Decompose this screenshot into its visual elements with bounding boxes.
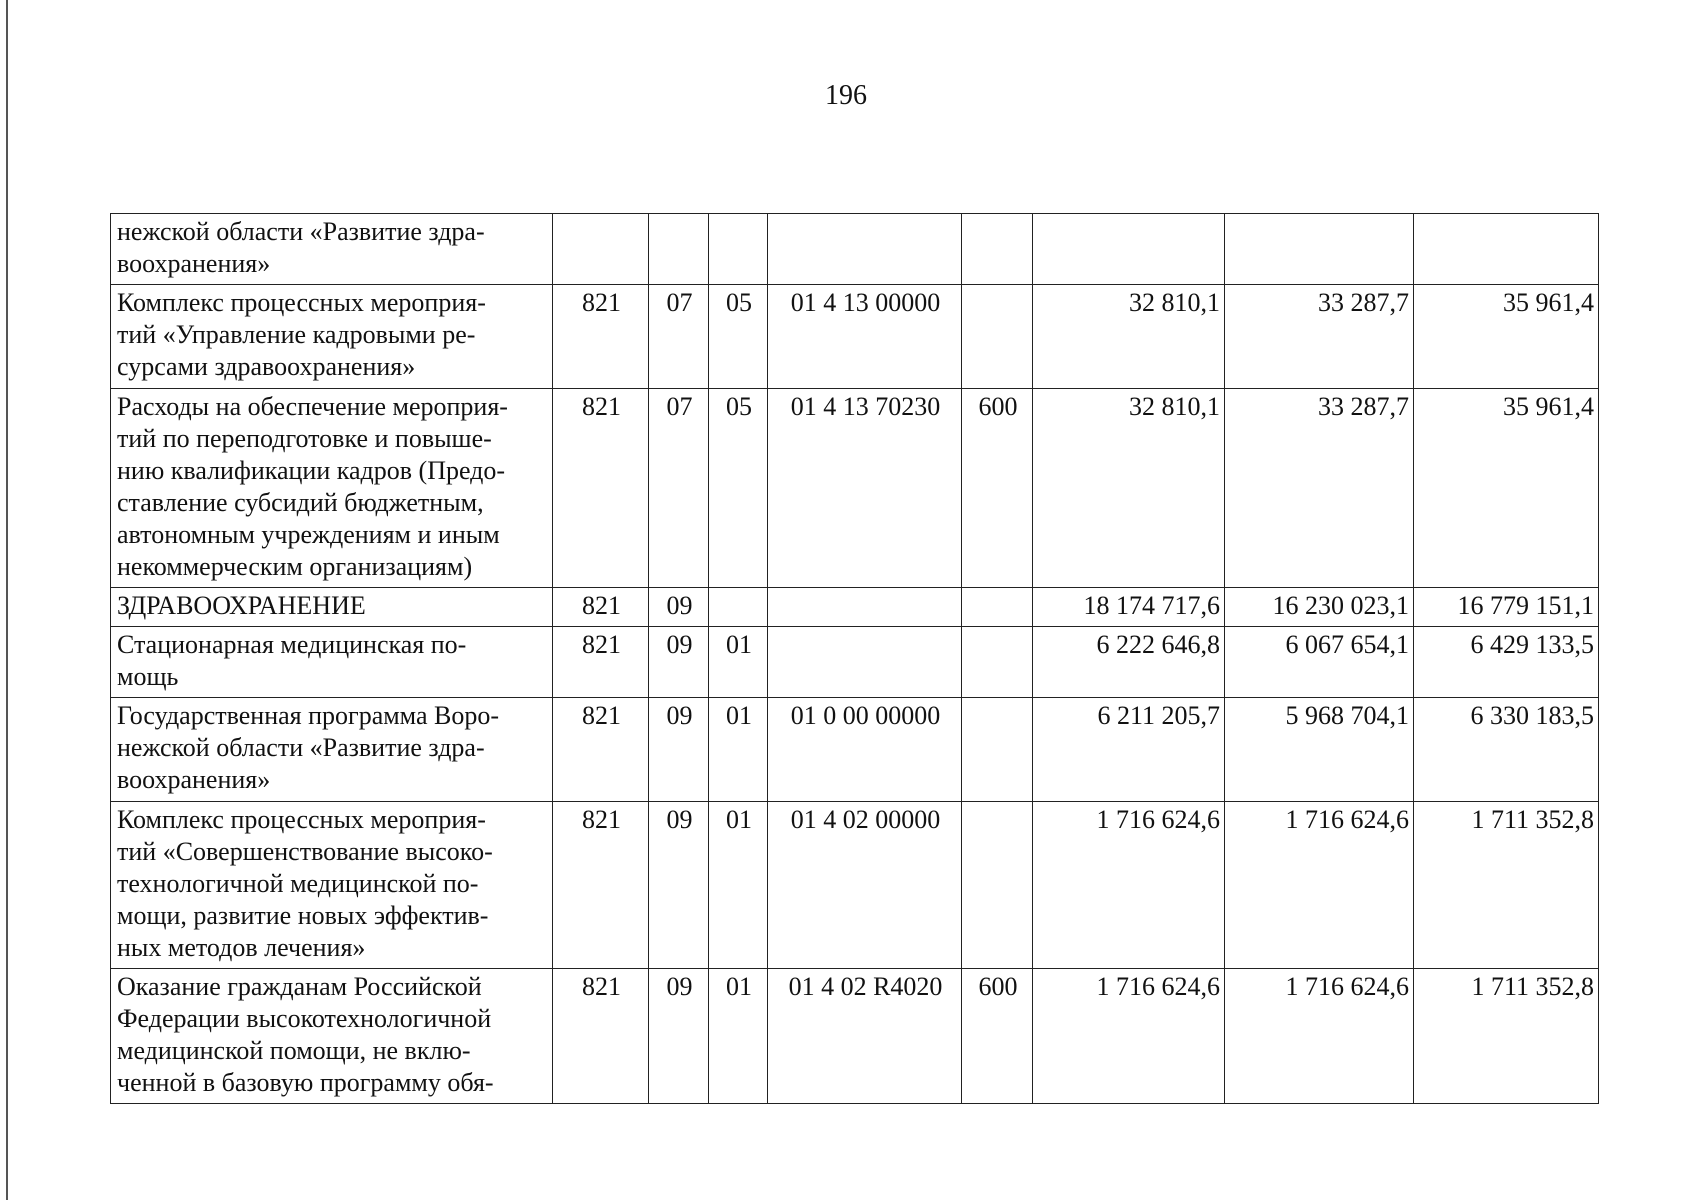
table-row — [111, 969, 1599, 1104]
cell-amount-year1: 18 174 717,6 — [1033, 588, 1225, 627]
item-name-line: ЗДРАВООХРАНЕНИЕ — [117, 591, 366, 620]
cell-subsection-code: 01 — [709, 969, 768, 1104]
cell-item-name — [111, 969, 553, 1104]
cell-ved-code: 821 — [553, 698, 649, 802]
item-name-line: Стационарная медицинская по- — [117, 630, 467, 659]
item-name-line: мощи, развитие новых эффектив- — [117, 901, 489, 930]
cell-subsection-code — [709, 588, 768, 627]
item-name-line: Федерации высокотехнологичной — [117, 1004, 492, 1033]
item-name-line: автономным учреждениям и иным — [117, 520, 500, 549]
cell-amount-year3: 35 961,4 — [1414, 285, 1599, 389]
table-body — [111, 214, 1599, 1104]
table-row — [111, 627, 1599, 698]
cell-amount-year1: 1 716 624,6 — [1033, 969, 1225, 1104]
item-name-line: сурсами здравоохранения» — [117, 352, 416, 381]
cell-amount-year2: 33 287,7 — [1225, 389, 1414, 588]
cell-amount-year1: 1 716 624,6 — [1033, 802, 1225, 969]
cell-amount-year2: 6 067 654,1 — [1225, 627, 1414, 698]
cell-amount-year1 — [1033, 214, 1225, 285]
cell-target-article — [768, 588, 962, 627]
cell-expense-type — [962, 698, 1033, 802]
item-name-line: нию квалификации кадров (Предо- — [117, 456, 506, 485]
cell-target-article: 01 4 02 R4020 — [768, 969, 962, 1104]
cell-target-article — [768, 627, 962, 698]
item-name-line: Комплекс процессных мероприя- — [117, 288, 486, 317]
cell-item-name — [111, 698, 553, 802]
cell-amount-year2: 16 230 023,1 — [1225, 588, 1414, 627]
cell-expense-type — [962, 802, 1033, 969]
cell-section-code: 09 — [649, 969, 709, 1104]
cell-section-code: 09 — [649, 802, 709, 969]
cell-section-code: 09 — [649, 698, 709, 802]
cell-amount-year3: 35 961,4 — [1414, 389, 1599, 588]
cell-expense-type: 600 — [962, 969, 1033, 1104]
cell-amount-year3: 1 711 352,8 — [1414, 969, 1599, 1104]
cell-section-code: 09 — [649, 588, 709, 627]
cell-amount-year3: 6 330 183,5 — [1414, 698, 1599, 802]
cell-amount-year2 — [1225, 214, 1414, 285]
cell-subsection-code — [709, 214, 768, 285]
item-name-line: некоммерческим организациям) — [117, 552, 473, 581]
item-name-line: тий «Совершенствование высоко- — [117, 837, 493, 866]
cell-section-code: 07 — [649, 285, 709, 389]
table-row — [111, 588, 1599, 627]
table-row — [111, 214, 1599, 285]
cell-amount-year3: 6 429 133,5 — [1414, 627, 1599, 698]
cell-amount-year1: 6 222 646,8 — [1033, 627, 1225, 698]
item-name-line: ных методов лечения» — [117, 933, 366, 962]
cell-ved-code: 821 — [553, 802, 649, 969]
item-name-line: нежской области «Развитие здра- — [117, 733, 485, 762]
cell-amount-year1: 32 810,1 — [1033, 285, 1225, 389]
item-name-line: тий «Управление кадровыми ре- — [117, 320, 476, 349]
page-number: 196 — [825, 80, 867, 111]
cell-item-name — [111, 285, 553, 389]
cell-expense-type: 600 — [962, 389, 1033, 588]
table-row — [111, 802, 1599, 969]
item-name-line: воохранения» — [117, 249, 271, 278]
cell-item-name — [111, 389, 553, 588]
cell-item-name — [111, 588, 553, 627]
cell-amount-year2: 5 968 704,1 — [1225, 698, 1414, 802]
cell-item-name — [111, 802, 553, 969]
cell-subsection-code: 05 — [709, 285, 768, 389]
item-name-line: Оказание гражданам Российской — [117, 972, 482, 1001]
item-name-line: ставление субсидий бюджетным, — [117, 488, 484, 517]
cell-expense-type — [962, 214, 1033, 285]
cell-target-article: 01 4 13 70230 — [768, 389, 962, 588]
cell-section-code: 07 — [649, 389, 709, 588]
table-row — [111, 389, 1599, 588]
cell-section-code: 09 — [649, 627, 709, 698]
cell-ved-code: 821 — [553, 285, 649, 389]
cell-amount-year2: 33 287,7 — [1225, 285, 1414, 389]
cell-amount-year1: 32 810,1 — [1033, 389, 1225, 588]
cell-amount-year3 — [1414, 214, 1599, 285]
budget-table — [110, 213, 1599, 1104]
cell-target-article: 01 0 00 00000 — [768, 698, 962, 802]
item-name-line: нежской области «Развитие здра- — [117, 217, 485, 246]
cell-subsection-code: 01 — [709, 698, 768, 802]
cell-amount-year3: 1 711 352,8 — [1414, 802, 1599, 969]
item-name-line: Государственная программа Воро- — [117, 701, 500, 730]
cell-ved-code: 821 — [553, 627, 649, 698]
table-row — [111, 698, 1599, 802]
cell-ved-code: 821 — [553, 588, 649, 627]
cell-target-article — [768, 214, 962, 285]
cell-item-name — [111, 214, 553, 285]
cell-amount-year2: 1 716 624,6 — [1225, 802, 1414, 969]
cell-amount-year2: 1 716 624,6 — [1225, 969, 1414, 1104]
item-name-line: Расходы на обеспечение мероприя- — [117, 392, 508, 421]
cell-ved-code: 821 — [553, 969, 649, 1104]
cell-subsection-code: 01 — [709, 802, 768, 969]
cell-ved-code: 821 — [553, 389, 649, 588]
cell-expense-type — [962, 627, 1033, 698]
scan-edge-line — [6, 0, 8, 1200]
cell-amount-year1: 6 211 205,7 — [1033, 698, 1225, 802]
item-name-line: мощь — [117, 662, 179, 691]
item-name-line: ченной в базовую программу обя- — [117, 1068, 494, 1097]
cell-target-article: 01 4 13 00000 — [768, 285, 962, 389]
item-name-line: технологичной медицинской по- — [117, 869, 479, 898]
item-name-line: воохранения» — [117, 765, 271, 794]
cell-item-name — [111, 627, 553, 698]
cell-subsection-code: 01 — [709, 627, 768, 698]
cell-section-code — [649, 214, 709, 285]
cell-expense-type — [962, 285, 1033, 389]
cell-amount-year3: 16 779 151,1 — [1414, 588, 1599, 627]
table-row — [111, 285, 1599, 389]
cell-expense-type — [962, 588, 1033, 627]
cell-ved-code — [553, 214, 649, 285]
item-name-line: тий по переподготовке и повыше- — [117, 424, 492, 453]
item-name-line: Комплекс процессных мероприя- — [117, 805, 486, 834]
item-name-line: медицинской помощи, не вклю- — [117, 1036, 471, 1065]
cell-subsection-code: 05 — [709, 389, 768, 588]
cell-target-article: 01 4 02 00000 — [768, 802, 962, 969]
